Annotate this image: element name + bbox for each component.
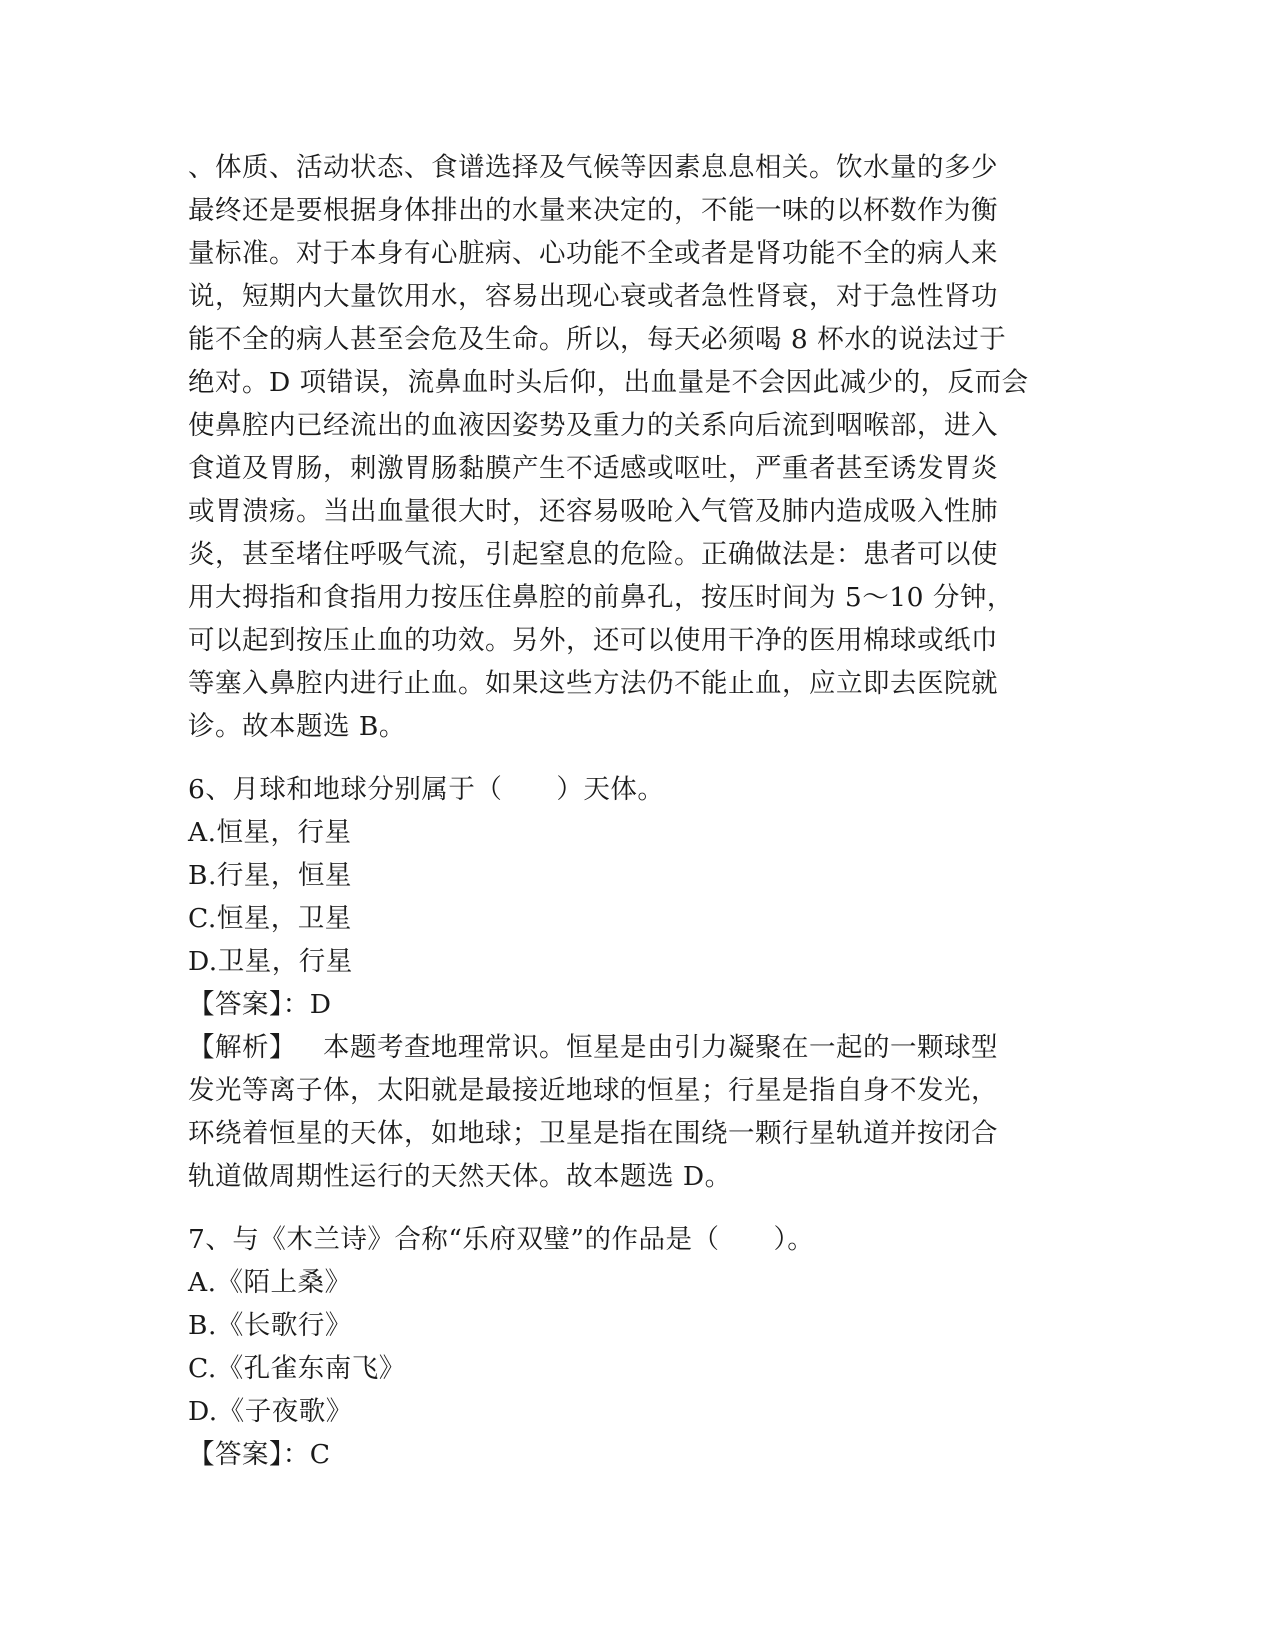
answer-value: C [309,1439,331,1470]
explanation-continued [188,146,1068,748]
text-line: 炎，甚至堵住呼吸气流，引起窒息的危险。正确做法是：患者可以使 [188,539,998,570]
text-line: 可以起到按压止血的功效。另外，还可以使用干净的医用棉球或纸巾 [188,625,998,656]
text-line: 量标准。对于本身有心脏病、心功能不全或者是肾功能不全的病人来 [188,238,998,269]
option-c: C.恒星，卫星 [188,903,352,934]
text-line: 用大拇指和食指用力按压住鼻腔的前鼻孔，按压时间为 5～10 分钟， [188,582,1014,613]
option-d: D.《子夜歌》 [188,1396,353,1427]
option-a: A.恒星，行星 [188,817,352,848]
text-line: 使鼻腔内已经流出的血液因姿势及重力的关系向后流到咽喉部，进入 [188,410,998,441]
answer-line [188,983,1068,1026]
analysis-line: 发光等离子体，太阳就是最接近地球的恒星；行星是指自身不发光， [188,1075,998,1106]
text-line: 最终还是要根据身体排出的水量来决定的，不能一味的以杯数作为衡 [188,195,998,226]
option-b: B.《长歌行》 [188,1310,352,1341]
option-c: C.《孔雀东南飞》 [188,1353,406,1384]
text-line: 食道及胃肠，刺激胃肠黏膜产生不适感或呕吐，严重者甚至诱发胃炎 [188,453,998,484]
answer-label: 【答案】： [188,1439,310,1470]
option-d: D.卫星，行星 [188,946,353,977]
text-line: 、体质、活动状态、食谱选择及气候等因素息息相关。饮水量的多少 [188,152,998,183]
question-stem: 6、月球和地球分别属于（ ）天体。 [188,774,665,805]
analysis-line: 轨道做周期性运行的天然天体。故本题选 D。 [188,1161,732,1192]
option-b: B.行星，恒星 [188,860,352,891]
question-6 [188,768,1068,1198]
text-line: 或胃溃疡。当出血量很大时，还容易吸呛入气管及肺内造成吸入性肺 [188,496,998,527]
answer-value: D [309,989,332,1020]
analysis-label: 【解析】 [188,1032,296,1063]
text-line: 等塞入鼻腔内进行止血。如果这些方法仍不能止血，应立即去医院就 [188,668,998,699]
text-line: 绝对。D 项错误，流鼻血时头后仰，出血量是不会因此减少的，反而会 [188,367,1029,398]
text-line: 能不全的病人甚至会危及生命。所以，每天必须喝 8 杯水的说法过于 [188,324,1007,355]
document-page [188,146,1068,1476]
question-stem: 7、与《木兰诗》合称“乐府双璧”的作品是（ ）。 [188,1224,815,1255]
question-7 [188,1218,1068,1476]
answer-line [188,1433,1068,1476]
analysis-line: 环绕着恒星的天体，如地球；卫星是指在围绕一颗行星轨道并按闭合 [188,1118,998,1149]
answer-label: 【答案】： [188,989,310,1020]
analysis-text: 本题考查地理常识。恒星是由引力凝聚在一起的一颗球型 [323,1032,998,1063]
option-a: A.《陌上桑》 [188,1267,352,1298]
text-line: 诊。故本题选 B。 [188,711,406,742]
text-line: 说，短期内大量饮用水，容易出现心衰或者急性肾衰，对于急性肾功 [188,281,998,312]
analysis-line [188,1026,1068,1069]
